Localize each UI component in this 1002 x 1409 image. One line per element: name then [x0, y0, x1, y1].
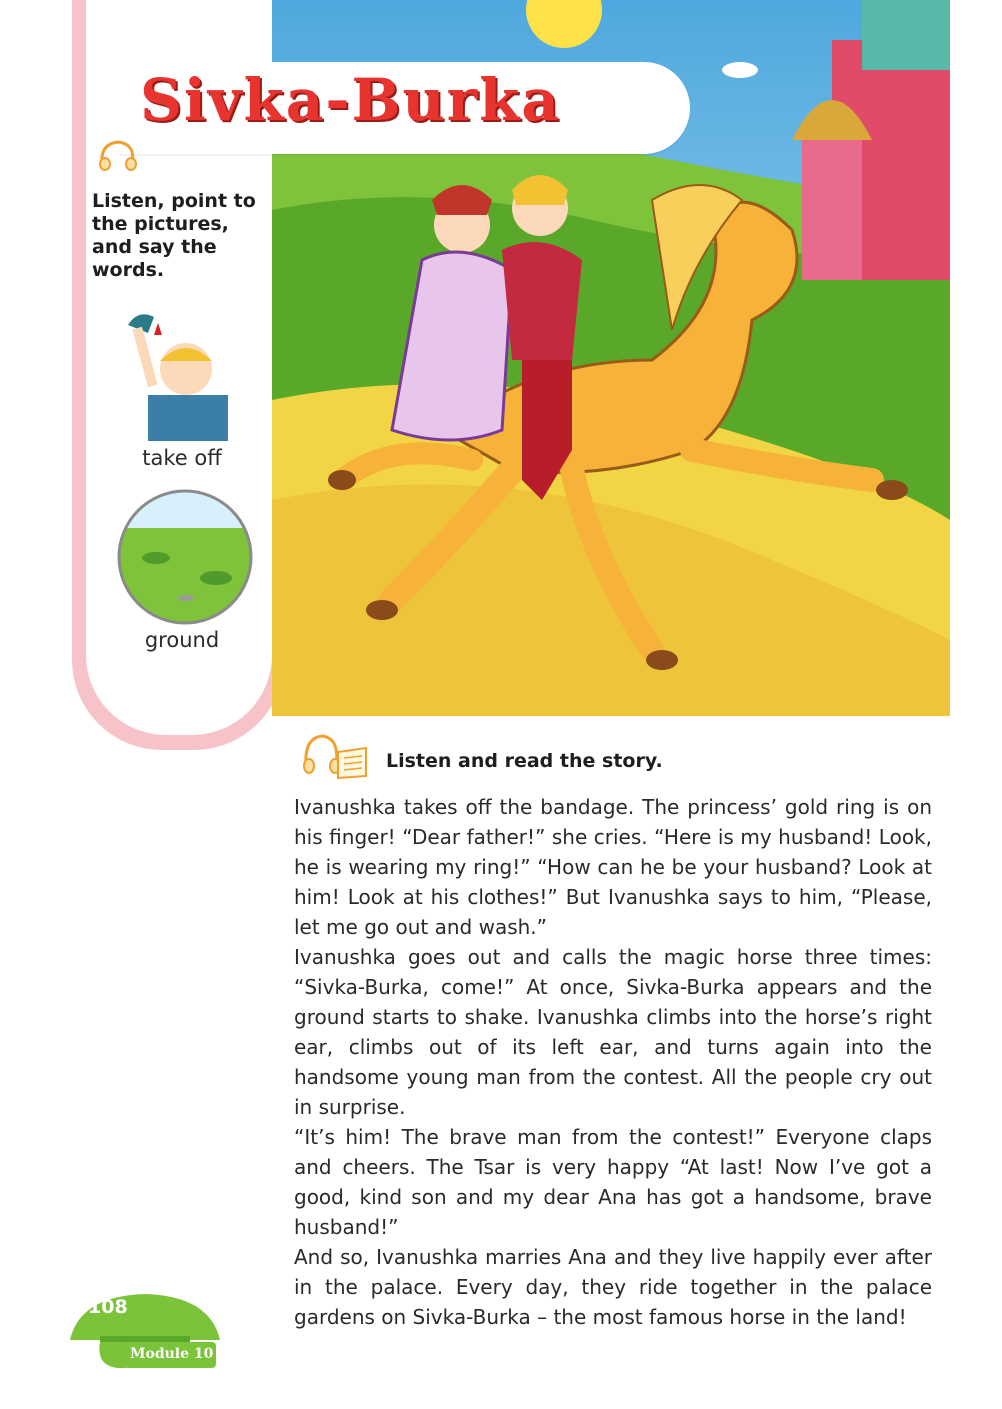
- take-off-picture: [118, 305, 234, 441]
- story-paragraph: Ivanushka takes off the bandage. The princess’ gold ring is on his finger! “Dear father!” she cries. “Here is my husband! Look, he is wearing my ring!” “How can he be your husband? Look at him! Look at his clothes!” But Ivanushka says to him, “Please, let me go out and wash.”: [294, 795, 932, 939]
- ground-picture: [116, 488, 254, 626]
- story-text: [294, 792, 932, 1332]
- story-paragraph: Ivanushka goes out and calls the magic horse three times: “Sivka-Burka, come!” At once, Sivka-Burka appears and the ground starts to shake. Ivanushka climbs into the horse’s right ear, climbs out of its left ear, and turns again into the handsome young man from the contest. All the people cry out in surprise.: [294, 945, 932, 1119]
- sidebar-instruction: Listen, point to the pictures, and say the words.: [92, 190, 256, 281]
- module-label: Module 10: [130, 1346, 214, 1362]
- page-title: Sivka-Burka: [140, 66, 561, 134]
- story-paragraph: And so, Ivanushka marries Ana and they live happily ever after in the palace. Every day, they ride together in the palace gardens on Sivka-Burka – the most famous horse in the land!: [294, 1245, 932, 1329]
- story-heading: Listen and read the story.: [386, 750, 663, 772]
- vocab-label-take-off: take off: [142, 446, 222, 470]
- headphones-icon: [96, 138, 140, 172]
- vocab-label-ground: ground: [144, 628, 220, 652]
- story-paragraph: “It’s him! The brave man from the contest!” Everyone claps and cheers. The Tsar is very happy “At last! Now I’ve got a good, kind son and my dear Ana has got a handsome, brave husband!”: [294, 1125, 932, 1239]
- page-number: 108: [88, 1296, 128, 1318]
- listen-and-read-icon: [300, 732, 370, 780]
